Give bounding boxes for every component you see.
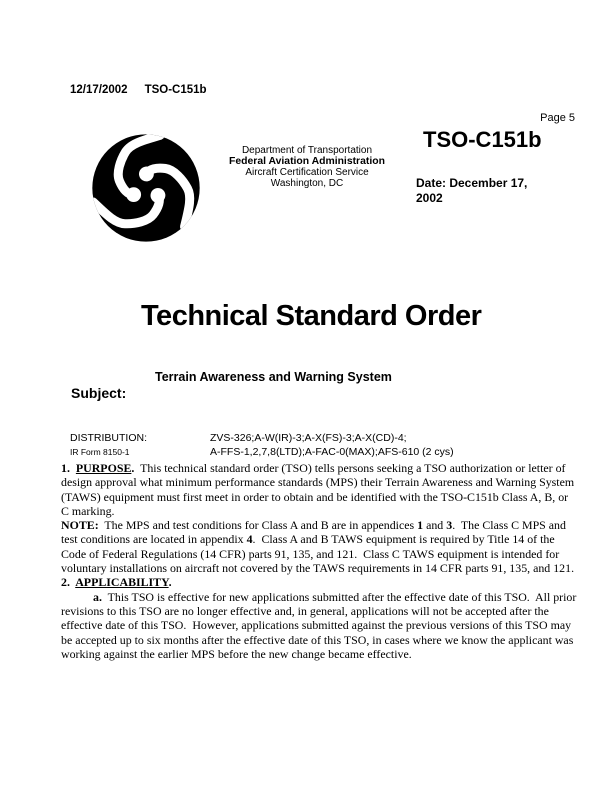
- subject-value: Terrain Awareness and Warning System: [155, 370, 392, 384]
- applicability-paragraph-a: [61, 589, 580, 661]
- purpose-body: This technical standard order (TSO) tells persons seeking a TSO authorization or letter of design approval what minimum performance standards (MPS) their Terrain Awareness and Warning System (TAWS) equipment must first meet in order to obtain and be identified with the TSO-C151b Class A, B, or C marking.: [61, 461, 578, 518]
- distribution-form-ref: IR Form 8150-1: [70, 447, 130, 457]
- page-number: Page 5: [540, 112, 575, 124]
- note-text: . The Class C MPS and test conditions are located in appendix: [61, 518, 569, 547]
- distribution-block: [70, 432, 454, 460]
- applicability-heading-text: APPLICABILITY: [75, 575, 169, 590]
- letterhead-dept: Department of Transportation: [241, 145, 373, 156]
- letterhead-agency: Federal Aviation Administration: [229, 156, 385, 167]
- header-date: 12/17/2002: [70, 84, 128, 96]
- letterhead-city: Washington, DC: [270, 178, 344, 189]
- applicability-number: 2.: [61, 575, 76, 590]
- note-text: The MPS and test conditions for Class A and B are in appendices: [98, 518, 418, 533]
- purpose-paragraph: [61, 461, 577, 518]
- purpose-heading: PURPOSE: [75, 461, 132, 475]
- header-tso-number: TSO-C151b: [144, 84, 207, 96]
- distribution-codes-line2: A-FFS-1,2,7,8(LTD);A-FAC-0(MAX);AFS-610 (2 cys): [210, 446, 454, 458]
- note-appendix-1: 1: [417, 518, 424, 533]
- paragraph-a-body: This TSO is effective for new applications submitted after the effective date of this TSO. All prior revisions to this TSO are no longer effective and, in general, applications will not be accepted after the effective date of this TSO. However, applications submitted against the previous versions of this TSO may be accepted up to six months after the effective date of this TSO, in cases where we know the applicant was working against the earlier MPS before the new change became effective.: [61, 589, 580, 661]
- purpose-heading-period: .: [131, 461, 135, 475]
- distribution-codes-line1: ZVS-326;A-W(IR)-3;A-X(FS)-3;A-X(CD)-4;: [210, 432, 407, 444]
- document-body: [61, 461, 580, 661]
- note-paragraph: [61, 518, 577, 575]
- note-text: and: [423, 518, 447, 533]
- tso-number-heading: TSO-C151b: [423, 127, 542, 152]
- note-text: . Class A and B TAWS equipment is required by Title 14 of the Code of Federal Regulations (14 CFR) parts 91, 135, and 121. Class C TAWS equipment is intended for voluntary installations on aircraft not covered by the TAWS requirements in 14 CFR parts 91, 135, and 121.: [61, 532, 575, 576]
- issue-date-line1: Date: December 17,: [416, 176, 528, 190]
- paragraph-a-label: a.: [93, 589, 102, 604]
- letterhead-address: [217, 145, 397, 189]
- subject-label: Subject:: [71, 385, 127, 401]
- letterhead-service: Aircraft Certification Service: [245, 167, 369, 178]
- issue-date-line2: 2002: [416, 190, 443, 205]
- note-label: NOTE:: [61, 518, 99, 533]
- note-appendix-3: 3: [446, 518, 453, 533]
- running-header: [70, 84, 207, 96]
- document-title: Technical Standard Order: [141, 300, 482, 332]
- note-appendix-4: 4: [246, 532, 253, 547]
- distribution-label: DISTRIBUTION:: [70, 432, 148, 444]
- applicability-heading: [61, 575, 577, 589]
- dot-triskelion-logo-icon: [89, 131, 203, 245]
- applicability-heading-period: .: [168, 575, 172, 590]
- purpose-number: 1.: [61, 461, 76, 475]
- issue-date: [416, 176, 556, 205]
